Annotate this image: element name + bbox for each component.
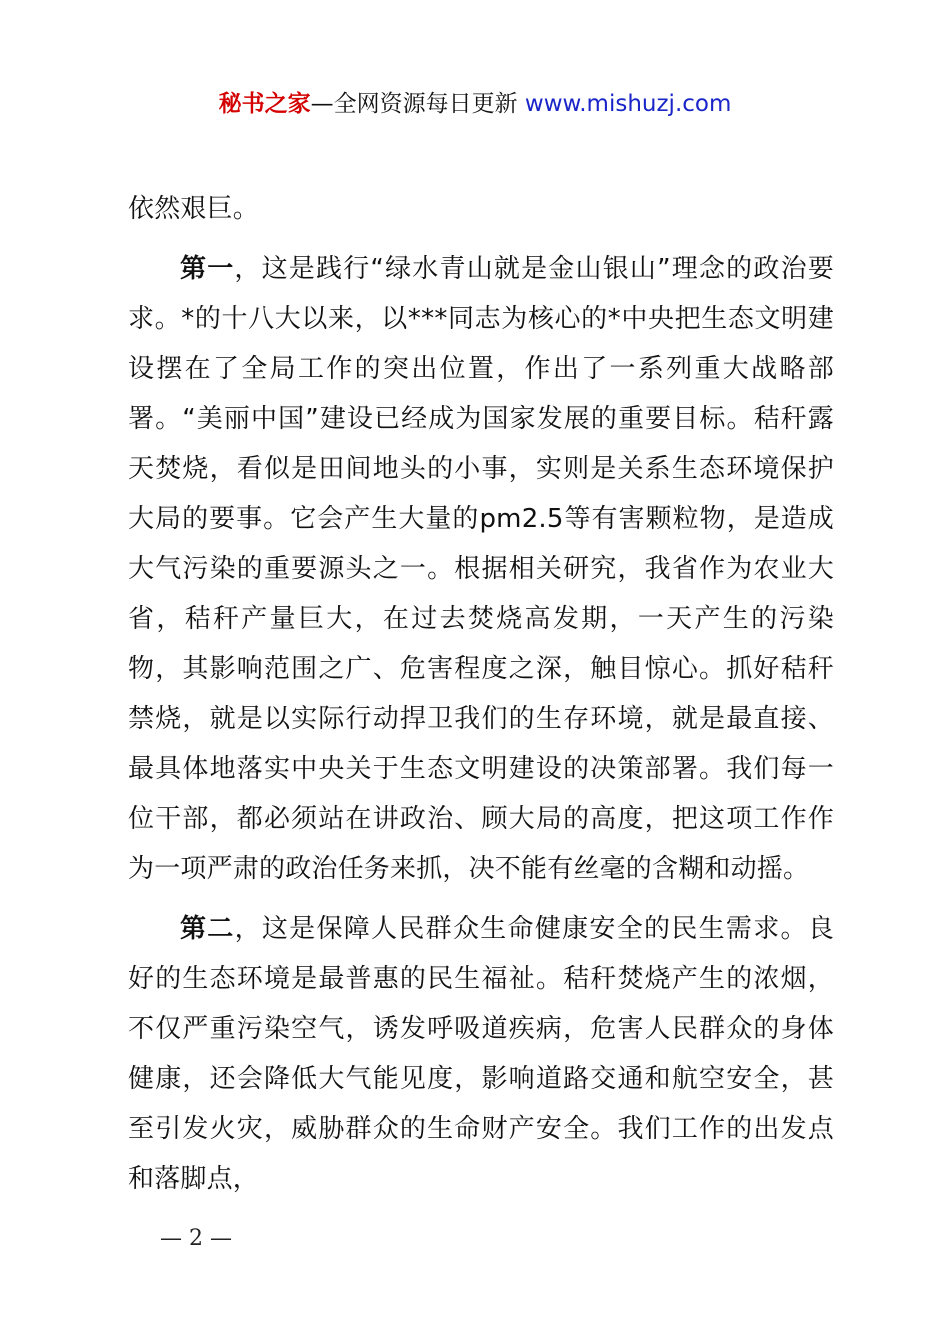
site-url-link[interactable]: www.mishuzj.com (524, 91, 732, 117)
paragraph-continuation (128, 184, 834, 234)
paragraph-text: 依然艰巨。 (128, 194, 260, 224)
page-number: — 2 — (160, 1226, 232, 1251)
brand-name: 秘书之家 (218, 91, 311, 117)
header-tagline: —全网资源每日更新 (310, 91, 525, 117)
paragraph-text: ，这是践行“绿水青山就是金山银山”理念的政治要求。*的十八大以来，以***同志为核心的*中央把生态文明建设摆在了全局工作的突出位置，作出了一系列重大战略部署。“美丽中国”建设已经成为国家发展的重要目标。秸秆露天焚烧，看似是田间地头的小事，实则是关系生态环境保护大局的要事。它会产生大量的pm2.5等有害颗粒物，是造成大气污染的重要源头之一。根据相关研究，我省作为农业大省，秸秆产量巨大，在过去焚烧高发期，一天产生的污染物，其影响范围之广、危害程度之深，触目惊心。抓好秸秆禁烧，就是以实际行动捍卫我们的生存环境，就是最直接、最具体地落实中央关于生态文明建设的决策部署。我们每一位干部，都必须站在讲政治、顾大局的高度，把这项工作作为一项严肃的政治任务来抓，决不能有丝毫的含糊和动摇。 (128, 254, 834, 884)
paragraph-lead: 第一 (180, 254, 235, 284)
paragraph-lead: 第二 (180, 914, 235, 944)
paragraph-text: ，这是保障人民群众生命健康安全的民生需求。良好的生态环境是最普惠的民生福祉。秸秆焚烧产生的浓烟，不仅严重污染空气，诱发呼吸道疾病，危害人民群众的身体健康，还会降低大气能见度，影响道路交通和航空安全，甚至引发火灾，威胁群众的生命财产安全。我们工作的出发点和落脚点， (128, 914, 834, 1194)
paragraph-first-point (128, 244, 834, 894)
page-header (0, 88, 950, 120)
document-body (128, 184, 834, 1204)
paragraph-second-point (128, 904, 834, 1204)
